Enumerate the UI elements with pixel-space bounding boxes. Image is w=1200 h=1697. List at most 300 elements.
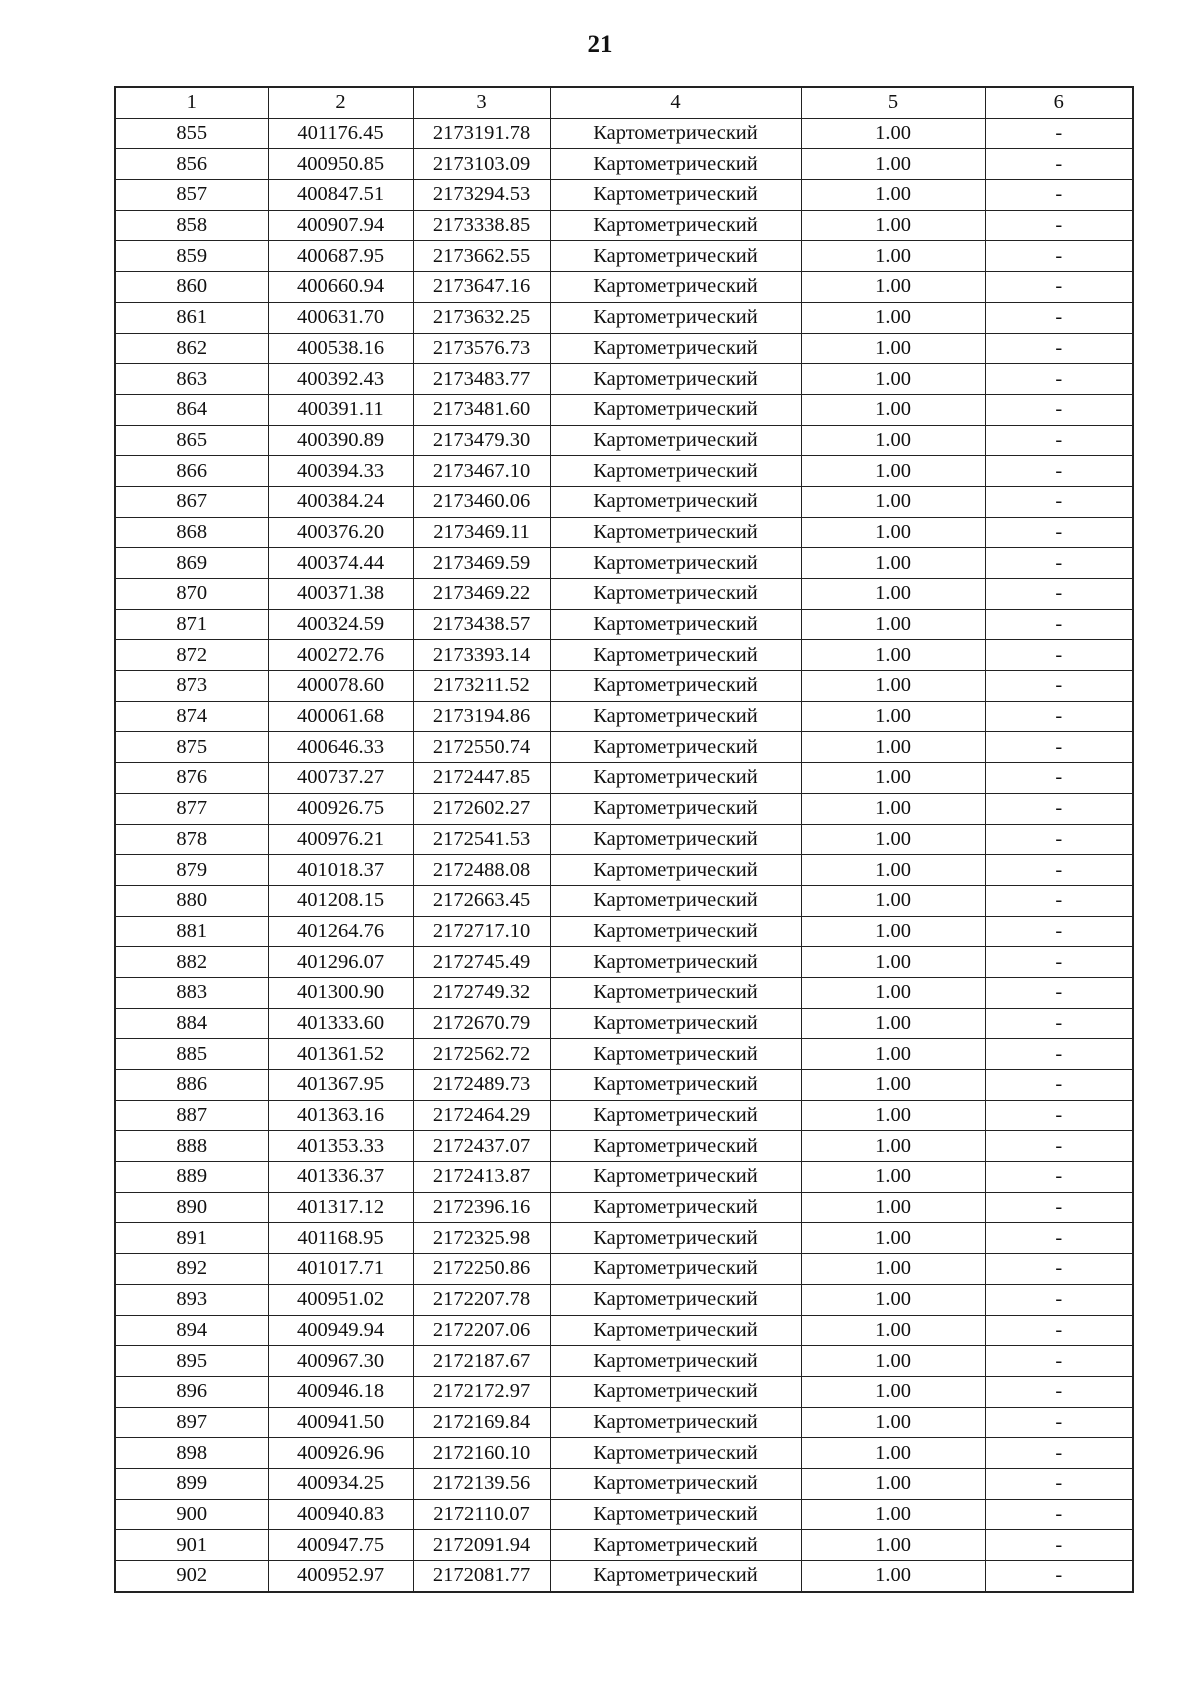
- accuracy-cell: 1.00: [801, 609, 985, 640]
- point-number-cell: 886: [115, 1070, 268, 1101]
- accuracy-cell: 1.00: [801, 548, 985, 579]
- x-coordinate-cell: 401336.37: [268, 1162, 413, 1193]
- table-row: [115, 671, 1133, 702]
- table-row: [115, 425, 1133, 456]
- accuracy-cell: 1.00: [801, 333, 985, 364]
- y-coordinate-cell: 2172169.84: [413, 1407, 550, 1438]
- point-number-cell: 902: [115, 1561, 268, 1592]
- y-coordinate-cell: 2173479.30: [413, 425, 550, 456]
- y-coordinate-cell: 2173576.73: [413, 333, 550, 364]
- accuracy-cell: 1.00: [801, 1039, 985, 1070]
- description-cell: -: [985, 180, 1133, 211]
- table-row: [115, 1223, 1133, 1254]
- accuracy-cell: 1.00: [801, 855, 985, 886]
- coordinates-table: [114, 86, 1134, 1593]
- table-row: [115, 1376, 1133, 1407]
- x-coordinate-cell: 401333.60: [268, 1008, 413, 1039]
- header-cell-1: 1: [115, 87, 268, 118]
- point-number-cell: 884: [115, 1008, 268, 1039]
- accuracy-cell: 1.00: [801, 149, 985, 180]
- y-coordinate-cell: 2172139.56: [413, 1468, 550, 1499]
- table-row: [115, 241, 1133, 272]
- header-cell-6: 6: [985, 87, 1133, 118]
- description-cell: -: [985, 210, 1133, 241]
- accuracy-cell: 1.00: [801, 1376, 985, 1407]
- method-cell: Картометрический: [550, 394, 801, 425]
- table-row: [115, 1530, 1133, 1561]
- point-number-cell: 895: [115, 1346, 268, 1377]
- point-number-cell: 857: [115, 180, 268, 211]
- point-number-cell: 873: [115, 671, 268, 702]
- description-cell: -: [985, 1407, 1133, 1438]
- accuracy-cell: 1.00: [801, 824, 985, 855]
- point-number-cell: 867: [115, 486, 268, 517]
- description-cell: -: [985, 1223, 1133, 1254]
- x-coordinate-cell: 400394.33: [268, 456, 413, 487]
- point-number-cell: 871: [115, 609, 268, 640]
- method-cell: Картометрический: [550, 732, 801, 763]
- accuracy-cell: 1.00: [801, 947, 985, 978]
- y-coordinate-cell: 2173469.59: [413, 548, 550, 579]
- table-row: [115, 517, 1133, 548]
- method-cell: Картометрический: [550, 118, 801, 149]
- accuracy-cell: 1.00: [801, 1346, 985, 1377]
- header-cell-3: 3: [413, 87, 550, 118]
- x-coordinate-cell: 401367.95: [268, 1070, 413, 1101]
- accuracy-cell: 1.00: [801, 1315, 985, 1346]
- y-coordinate-cell: 2172464.29: [413, 1100, 550, 1131]
- y-coordinate-cell: 2173662.55: [413, 241, 550, 272]
- table-row: [115, 1284, 1133, 1315]
- x-coordinate-cell: 401317.12: [268, 1192, 413, 1223]
- table-row: [115, 1039, 1133, 1070]
- y-coordinate-cell: 2173194.86: [413, 701, 550, 732]
- accuracy-cell: 1.00: [801, 456, 985, 487]
- x-coordinate-cell: 400376.20: [268, 517, 413, 548]
- method-cell: Картометрический: [550, 486, 801, 517]
- description-cell: -: [985, 1162, 1133, 1193]
- table-row: [115, 701, 1133, 732]
- table-row: [115, 609, 1133, 640]
- description-cell: -: [985, 947, 1133, 978]
- y-coordinate-cell: 2173211.52: [413, 671, 550, 702]
- method-cell: Картометрический: [550, 1530, 801, 1561]
- point-number-cell: 868: [115, 517, 268, 548]
- description-cell: -: [985, 855, 1133, 886]
- point-number-cell: 891: [115, 1223, 268, 1254]
- description-cell: -: [985, 1499, 1133, 1530]
- x-coordinate-cell: 400941.50: [268, 1407, 413, 1438]
- accuracy-cell: 1.00: [801, 701, 985, 732]
- accuracy-cell: 1.00: [801, 1561, 985, 1592]
- method-cell: Картометрический: [550, 272, 801, 303]
- y-coordinate-cell: 2173393.14: [413, 640, 550, 671]
- x-coordinate-cell: 400946.18: [268, 1376, 413, 1407]
- y-coordinate-cell: 2172670.79: [413, 1008, 550, 1039]
- y-coordinate-cell: 2173483.77: [413, 364, 550, 395]
- method-cell: Картометрический: [550, 1438, 801, 1469]
- method-cell: Картометрический: [550, 241, 801, 272]
- x-coordinate-cell: 400907.94: [268, 210, 413, 241]
- description-cell: -: [985, 1192, 1133, 1223]
- method-cell: Картометрический: [550, 1407, 801, 1438]
- x-coordinate-cell: 401018.37: [268, 855, 413, 886]
- table-row: [115, 732, 1133, 763]
- point-number-cell: 865: [115, 425, 268, 456]
- header-cell-5: 5: [801, 87, 985, 118]
- x-coordinate-cell: 400687.95: [268, 241, 413, 272]
- x-coordinate-cell: 401361.52: [268, 1039, 413, 1070]
- description-cell: -: [985, 824, 1133, 855]
- description-cell: -: [985, 302, 1133, 333]
- accuracy-cell: 1.00: [801, 1100, 985, 1131]
- y-coordinate-cell: 2172437.07: [413, 1131, 550, 1162]
- x-coordinate-cell: 401264.76: [268, 916, 413, 947]
- x-coordinate-cell: 400940.83: [268, 1499, 413, 1530]
- table-row: [115, 947, 1133, 978]
- x-coordinate-cell: 400737.27: [268, 763, 413, 794]
- x-coordinate-cell: 400967.30: [268, 1346, 413, 1377]
- accuracy-cell: 1.00: [801, 1254, 985, 1285]
- point-number-cell: 866: [115, 456, 268, 487]
- table-row: [115, 824, 1133, 855]
- x-coordinate-cell: 400947.75: [268, 1530, 413, 1561]
- point-number-cell: 870: [115, 579, 268, 610]
- table-row: [115, 333, 1133, 364]
- description-cell: -: [985, 1561, 1133, 1592]
- x-coordinate-cell: 400847.51: [268, 180, 413, 211]
- x-coordinate-cell: 400976.21: [268, 824, 413, 855]
- table-row: [115, 364, 1133, 395]
- method-cell: Картометрический: [550, 517, 801, 548]
- description-cell: -: [985, 1100, 1133, 1131]
- y-coordinate-cell: 2173632.25: [413, 302, 550, 333]
- method-cell: Картометрический: [550, 1284, 801, 1315]
- table-row: [115, 302, 1133, 333]
- method-cell: Картометрический: [550, 671, 801, 702]
- method-cell: Картометрический: [550, 916, 801, 947]
- accuracy-cell: 1.00: [801, 517, 985, 548]
- description-cell: -: [985, 425, 1133, 456]
- description-cell: -: [985, 1530, 1133, 1561]
- y-coordinate-cell: 2172172.97: [413, 1376, 550, 1407]
- method-cell: Картометрический: [550, 1008, 801, 1039]
- table-row: [115, 1561, 1133, 1592]
- y-coordinate-cell: 2172447.85: [413, 763, 550, 794]
- description-cell: -: [985, 118, 1133, 149]
- table-row: [115, 486, 1133, 517]
- y-coordinate-cell: 2172250.86: [413, 1254, 550, 1285]
- accuracy-cell: 1.00: [801, 671, 985, 702]
- y-coordinate-cell: 2172749.32: [413, 977, 550, 1008]
- method-cell: Картометрический: [550, 333, 801, 364]
- accuracy-cell: 1.00: [801, 1070, 985, 1101]
- x-coordinate-cell: 400951.02: [268, 1284, 413, 1315]
- point-number-cell: 874: [115, 701, 268, 732]
- method-cell: Картометрический: [550, 1223, 801, 1254]
- description-cell: -: [985, 1008, 1133, 1039]
- method-cell: Картометрический: [550, 1468, 801, 1499]
- method-cell: Картометрический: [550, 149, 801, 180]
- accuracy-cell: 1.00: [801, 1530, 985, 1561]
- table-row: [115, 579, 1133, 610]
- point-number-cell: 900: [115, 1499, 268, 1530]
- table-row: [115, 916, 1133, 947]
- accuracy-cell: 1.00: [801, 1468, 985, 1499]
- point-number-cell: 869: [115, 548, 268, 579]
- method-cell: Картометрический: [550, 1100, 801, 1131]
- method-cell: Картометрический: [550, 824, 801, 855]
- description-cell: -: [985, 1315, 1133, 1346]
- point-number-cell: 855: [115, 118, 268, 149]
- y-coordinate-cell: 2172663.45: [413, 885, 550, 916]
- y-coordinate-cell: 2173647.16: [413, 272, 550, 303]
- header-cell-4: 4: [550, 87, 801, 118]
- y-coordinate-cell: 2172396.16: [413, 1192, 550, 1223]
- method-cell: Картометрический: [550, 1162, 801, 1193]
- method-cell: Картометрический: [550, 1254, 801, 1285]
- description-cell: -: [985, 1284, 1133, 1315]
- y-coordinate-cell: 2173294.53: [413, 180, 550, 211]
- table-row: [115, 210, 1133, 241]
- point-number-cell: 863: [115, 364, 268, 395]
- y-coordinate-cell: 2173438.57: [413, 609, 550, 640]
- description-cell: -: [985, 1131, 1133, 1162]
- y-coordinate-cell: 2172717.10: [413, 916, 550, 947]
- accuracy-cell: 1.00: [801, 302, 985, 333]
- method-cell: Картометрический: [550, 640, 801, 671]
- description-cell: -: [985, 732, 1133, 763]
- description-cell: -: [985, 977, 1133, 1008]
- x-coordinate-cell: 400926.75: [268, 793, 413, 824]
- table-header: [115, 87, 1133, 118]
- x-coordinate-cell: 400078.60: [268, 671, 413, 702]
- accuracy-cell: 1.00: [801, 977, 985, 1008]
- page-number: 21: [587, 31, 613, 58]
- accuracy-cell: 1.00: [801, 272, 985, 303]
- accuracy-cell: 1.00: [801, 1284, 985, 1315]
- y-coordinate-cell: 2172550.74: [413, 732, 550, 763]
- description-cell: -: [985, 640, 1133, 671]
- header-cell-2: 2: [268, 87, 413, 118]
- point-number-cell: 861: [115, 302, 268, 333]
- y-coordinate-cell: 2172110.07: [413, 1499, 550, 1530]
- y-coordinate-cell: 2172489.73: [413, 1070, 550, 1101]
- point-number-cell: 882: [115, 947, 268, 978]
- description-cell: -: [985, 916, 1133, 947]
- x-coordinate-cell: 401017.71: [268, 1254, 413, 1285]
- accuracy-cell: 1.00: [801, 640, 985, 671]
- table-row: [115, 1254, 1133, 1285]
- table-row: [115, 1468, 1133, 1499]
- y-coordinate-cell: 2172207.78: [413, 1284, 550, 1315]
- point-number-cell: 864: [115, 394, 268, 425]
- table-row: [115, 763, 1133, 794]
- point-number-cell: 878: [115, 824, 268, 855]
- method-cell: Картометрический: [550, 1131, 801, 1162]
- point-number-cell: 888: [115, 1131, 268, 1162]
- y-coordinate-cell: 2173191.78: [413, 118, 550, 149]
- x-coordinate-cell: 400384.24: [268, 486, 413, 517]
- method-cell: Картометрический: [550, 180, 801, 211]
- table-row: [115, 793, 1133, 824]
- point-number-cell: 872: [115, 640, 268, 671]
- x-coordinate-cell: 400272.76: [268, 640, 413, 671]
- table-row: [115, 977, 1133, 1008]
- accuracy-cell: 1.00: [801, 1438, 985, 1469]
- point-number-cell: 883: [115, 977, 268, 1008]
- table-row: [115, 180, 1133, 211]
- table-row: [115, 1162, 1133, 1193]
- description-cell: -: [985, 885, 1133, 916]
- description-cell: -: [985, 1039, 1133, 1070]
- table-row: [115, 1407, 1133, 1438]
- y-coordinate-cell: 2173481.60: [413, 394, 550, 425]
- accuracy-cell: 1.00: [801, 1008, 985, 1039]
- description-cell: -: [985, 517, 1133, 548]
- table-row: [115, 1070, 1133, 1101]
- x-coordinate-cell: 401296.07: [268, 947, 413, 978]
- table-row: [115, 118, 1133, 149]
- method-cell: Картометрический: [550, 1376, 801, 1407]
- description-cell: -: [985, 241, 1133, 272]
- method-cell: Картометрический: [550, 793, 801, 824]
- point-number-cell: 897: [115, 1407, 268, 1438]
- accuracy-cell: 1.00: [801, 210, 985, 241]
- x-coordinate-cell: 400390.89: [268, 425, 413, 456]
- description-cell: -: [985, 1346, 1133, 1377]
- method-cell: Картометрический: [550, 855, 801, 886]
- x-coordinate-cell: 401208.15: [268, 885, 413, 916]
- accuracy-cell: 1.00: [801, 1131, 985, 1162]
- y-coordinate-cell: 2172187.67: [413, 1346, 550, 1377]
- x-coordinate-cell: 400374.44: [268, 548, 413, 579]
- y-coordinate-cell: 2173469.22: [413, 579, 550, 610]
- x-coordinate-cell: 400926.96: [268, 1438, 413, 1469]
- description-cell: -: [985, 394, 1133, 425]
- description-cell: -: [985, 609, 1133, 640]
- x-coordinate-cell: 400631.70: [268, 302, 413, 333]
- point-number-cell: 856: [115, 149, 268, 180]
- method-cell: Картометрический: [550, 1561, 801, 1592]
- accuracy-cell: 1.00: [801, 180, 985, 211]
- x-coordinate-cell: 400934.25: [268, 1468, 413, 1499]
- accuracy-cell: 1.00: [801, 394, 985, 425]
- y-coordinate-cell: 2172602.27: [413, 793, 550, 824]
- x-coordinate-cell: 400371.38: [268, 579, 413, 610]
- x-coordinate-cell: 400538.16: [268, 333, 413, 364]
- point-number-cell: 879: [115, 855, 268, 886]
- x-coordinate-cell: 400392.43: [268, 364, 413, 395]
- y-coordinate-cell: 2172160.10: [413, 1438, 550, 1469]
- y-coordinate-cell: 2172413.87: [413, 1162, 550, 1193]
- table-row: [115, 149, 1133, 180]
- method-cell: Картометрический: [550, 1039, 801, 1070]
- x-coordinate-cell: 400646.33: [268, 732, 413, 763]
- y-coordinate-cell: 2173467.10: [413, 456, 550, 487]
- method-cell: Картометрический: [550, 1315, 801, 1346]
- table-row: [115, 1346, 1133, 1377]
- y-coordinate-cell: 2172325.98: [413, 1223, 550, 1254]
- point-number-cell: 862: [115, 333, 268, 364]
- table-row: [115, 1315, 1133, 1346]
- x-coordinate-cell: 400391.11: [268, 394, 413, 425]
- table-row: [115, 885, 1133, 916]
- method-cell: Картометрический: [550, 548, 801, 579]
- point-number-cell: 858: [115, 210, 268, 241]
- x-coordinate-cell: 400061.68: [268, 701, 413, 732]
- y-coordinate-cell: 2172745.49: [413, 947, 550, 978]
- method-cell: Картометрический: [550, 456, 801, 487]
- point-number-cell: 890: [115, 1192, 268, 1223]
- point-number-cell: 896: [115, 1376, 268, 1407]
- point-number-cell: 881: [115, 916, 268, 947]
- description-cell: -: [985, 486, 1133, 517]
- description-cell: -: [985, 701, 1133, 732]
- method-cell: Картометрический: [550, 1499, 801, 1530]
- x-coordinate-cell: 400660.94: [268, 272, 413, 303]
- description-cell: -: [985, 793, 1133, 824]
- y-coordinate-cell: 2173469.11: [413, 517, 550, 548]
- y-coordinate-cell: 2172207.06: [413, 1315, 550, 1346]
- accuracy-cell: 1.00: [801, 1162, 985, 1193]
- table-row: [115, 1100, 1133, 1131]
- x-coordinate-cell: 400324.59: [268, 609, 413, 640]
- point-number-cell: 860: [115, 272, 268, 303]
- method-cell: Картометрический: [550, 701, 801, 732]
- description-cell: -: [985, 1254, 1133, 1285]
- point-number-cell: 893: [115, 1284, 268, 1315]
- y-coordinate-cell: 2172081.77: [413, 1561, 550, 1592]
- y-coordinate-cell: 2172541.53: [413, 824, 550, 855]
- y-coordinate-cell: 2173338.85: [413, 210, 550, 241]
- method-cell: Картометрический: [550, 1070, 801, 1101]
- x-coordinate-cell: 401168.95: [268, 1223, 413, 1254]
- accuracy-cell: 1.00: [801, 1223, 985, 1254]
- table-row: [115, 1192, 1133, 1223]
- table-row: [115, 272, 1133, 303]
- method-cell: Картометрический: [550, 977, 801, 1008]
- point-number-cell: 892: [115, 1254, 268, 1285]
- point-number-cell: 885: [115, 1039, 268, 1070]
- table-row: [115, 1499, 1133, 1530]
- table-row: [115, 548, 1133, 579]
- table-row: [115, 394, 1133, 425]
- table-row: [115, 640, 1133, 671]
- table-body: [115, 118, 1133, 1592]
- point-number-cell: 859: [115, 241, 268, 272]
- description-cell: -: [985, 364, 1133, 395]
- method-cell: Картометрический: [550, 302, 801, 333]
- accuracy-cell: 1.00: [801, 425, 985, 456]
- y-coordinate-cell: 2172488.08: [413, 855, 550, 886]
- y-coordinate-cell: 2173460.06: [413, 486, 550, 517]
- point-number-cell: 887: [115, 1100, 268, 1131]
- table-row: [115, 1438, 1133, 1469]
- method-cell: Картометрический: [550, 947, 801, 978]
- accuracy-cell: 1.00: [801, 793, 985, 824]
- accuracy-cell: 1.00: [801, 486, 985, 517]
- accuracy-cell: 1.00: [801, 364, 985, 395]
- x-coordinate-cell: 400952.97: [268, 1561, 413, 1592]
- header-row: [115, 87, 1133, 118]
- description-cell: -: [985, 579, 1133, 610]
- point-number-cell: 880: [115, 885, 268, 916]
- accuracy-cell: 1.00: [801, 916, 985, 947]
- point-number-cell: 877: [115, 793, 268, 824]
- point-number-cell: 899: [115, 1468, 268, 1499]
- point-number-cell: 894: [115, 1315, 268, 1346]
